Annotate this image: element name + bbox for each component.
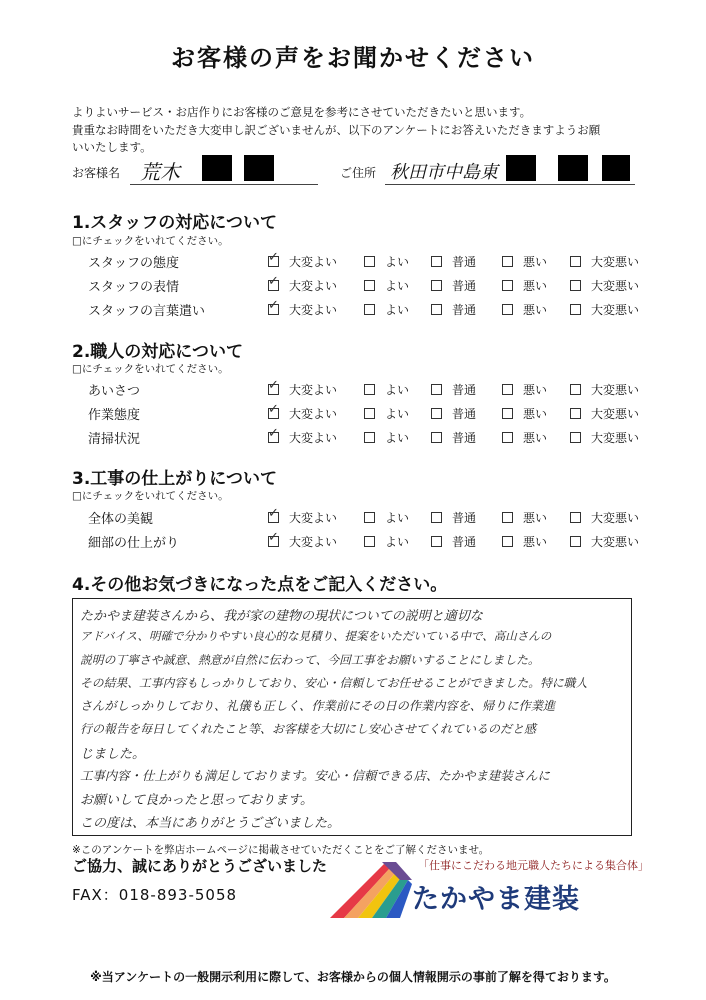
redaction-block [506,155,536,181]
name-underline [130,184,318,185]
thanks-message: ご協力、誠にありがとうございました [72,857,328,875]
checkbox[interactable] [502,384,513,395]
check-note: □にチェックをいれてください。 [72,363,229,375]
option-bad[interactable]: 悪い [502,253,547,270]
option-very-bad[interactable]: 大変悪い [570,253,639,270]
option-normal[interactable]: 普通 [431,301,476,318]
option-good[interactable]: よい [364,277,409,294]
checkbox[interactable] [502,536,513,547]
option-good[interactable]: よい [364,509,409,526]
checkbox[interactable] [570,536,581,547]
checkbox[interactable] [502,304,513,315]
checkbox[interactable] [502,256,513,267]
option-normal[interactable]: 普通 [431,509,476,526]
comment-line: この度は、本当にありがとうございました。 [80,816,341,831]
rating-row-label: 細部の仕上がり [88,536,180,551]
option-very-good[interactable]: ✓ 大変よい [268,533,337,550]
checkbox[interactable] [364,536,375,547]
option-normal[interactable]: 普通 [431,253,476,270]
checkbox[interactable] [431,408,442,419]
option-very-good[interactable]: ✓ 大変よい [268,509,337,526]
option-bad[interactable]: 悪い [502,429,547,446]
check-note: □にチェックをいれてください。 [72,490,229,502]
option-very-good[interactable]: ✓ 大変よい [268,277,337,294]
intro-line-3: いいたします。 [72,140,152,154]
checkbox[interactable] [502,280,513,291]
rating-row-label: スタッフの表情 [88,280,180,295]
option-good[interactable]: よい [364,533,409,550]
checkbox[interactable] [364,280,375,291]
option-very-bad[interactable]: 大変悪い [570,429,639,446]
option-very-good[interactable]: ✓ 大変よい [268,301,337,318]
checkbox[interactable] [570,384,581,395]
option-good[interactable]: よい [364,253,409,270]
checkbox[interactable] [570,408,581,419]
option-very-bad[interactable]: 大変悪い [570,509,639,526]
option-very-bad[interactable]: 大変悪い [570,381,639,398]
checkbox[interactable] [570,280,581,291]
option-bad[interactable]: 悪い [502,381,547,398]
rating-row-label: あいさつ [88,384,141,399]
publish-notice: ※このアンケートを弊店ホームページに掲載させていただくことをご了解くださいませ。 [72,844,490,856]
rating-row-label: 全体の美観 [88,512,154,527]
comment-line: その結果、工事内容もしっかりしており、安心・信頼してお任せることができました。特に職人 [80,676,588,690]
checkbox-checked[interactable] [268,304,279,315]
comment-line: お願いして良かったと思っております。 [80,793,313,808]
checkbox[interactable] [364,384,375,395]
checkbox-checked[interactable] [268,384,279,395]
intro-line-1: よりよいサービス・お店作りにお客様のご意見を参考にさせていただきたいと思います。 [72,105,532,119]
option-very-good[interactable]: ✓ 大変よい [268,429,337,446]
checkbox[interactable] [364,432,375,443]
fax-number: FAX：018-893-5058 [72,886,238,904]
brand-logo-icon [330,862,412,918]
checkbox[interactable] [570,256,581,267]
option-normal[interactable]: 普通 [431,429,476,446]
rating-row-label: 清掃状況 [88,432,141,447]
checkbox[interactable] [431,536,442,547]
checkbox[interactable] [431,304,442,315]
brand-tagline: 「仕事にこだわる地元職人たちによる集合体」 [418,859,649,872]
comment-line: 説明の丁寧さや誠意、熱意が自然に伝わって、今回工事をお願いすることにしました。 [80,653,540,667]
option-good[interactable]: よい [364,405,409,422]
checkbox[interactable] [431,384,442,395]
option-bad[interactable]: 悪い [502,405,547,422]
check-note: □にチェックをいれてください。 [72,235,229,247]
brand-name: たかやま建装 [412,884,580,915]
option-good[interactable]: よい [364,429,409,446]
comment-line: アドバイス、明確で分かりやすい良心的な見積り、提案をいただいている中で、高山さんの [80,629,552,643]
page-title: お客様の声をお聞かせください [171,44,535,72]
option-bad[interactable]: 悪い [502,533,547,550]
option-very-good[interactable]: ✓ 大変よい [268,405,337,422]
checkbox[interactable] [364,256,375,267]
checkbox[interactable] [502,512,513,523]
comment-line: 工事内容・仕上がりも満足しております。安心・信頼できる店、たかやま建装さんに [80,768,550,783]
option-very-good[interactable]: ✓ 大変よい [268,253,337,270]
option-very-bad[interactable]: 大変悪い [570,405,639,422]
checkbox[interactable] [364,304,375,315]
rating-row-label: スタッフの態度 [88,256,180,271]
checkbox[interactable] [502,408,513,419]
option-bad[interactable]: 悪い [502,301,547,318]
checkbox[interactable] [364,408,375,419]
checkbox[interactable] [431,280,442,291]
rating-row-label: スタッフの言葉遣い [88,304,206,319]
option-very-bad[interactable]: 大変悪い [570,301,639,318]
redaction-block [558,155,588,181]
checkbox[interactable] [570,512,581,523]
name-label: お客様名 [72,166,121,180]
option-normal[interactable]: 普通 [431,533,476,550]
address-label: ご住所 [340,166,377,180]
intro-line-2: 貴重なお時間をいただき大変申し訳ございませんが、以下のアンケートにお答えいただきますようお願 [72,123,601,137]
address-value[interactable]: 秋田市中島東 [390,162,498,183]
rating-row [88,300,648,320]
rating-row [88,380,648,400]
checkbox[interactable] [570,432,581,443]
redaction-block [602,155,630,181]
checkbox-checked[interactable] [268,408,279,419]
address-underline [385,184,635,185]
option-bad[interactable]: 悪い [502,277,547,294]
comment-line: じました。 [80,747,146,762]
footer-disclaimer: ※当アンケートの一般開示利用に際して、お客様からの個人情報開示の事前了解を得ております。 [90,970,616,984]
option-normal[interactable]: 普通 [431,405,476,422]
checkbox-checked[interactable] [268,536,279,547]
rating-row [88,532,648,552]
comment-line: たかやま建装さんから、我が家の建物の現状についての説明と適切な [80,609,483,624]
section-4-title: 4.その他お気づきになった点をご記入ください。 [72,575,448,595]
comment-line: さんがしっかりしており、礼儀も正しく、作業前にその日の作業内容を、帰りに作業進 [80,699,556,713]
checkbox-checked[interactable] [268,256,279,267]
redaction-block [244,155,274,181]
redaction-block [202,155,232,181]
checkbox[interactable] [431,256,442,267]
rating-row [88,276,648,296]
option-good[interactable]: よい [364,301,409,318]
checkbox-checked[interactable] [268,280,279,291]
comment-line: 行の報告を毎日してくれたこと等、お客様を大切にし安心させてくれているのだと感 [80,722,537,736]
rating-row [88,508,648,528]
rating-row [88,404,648,424]
option-normal[interactable]: 普通 [431,277,476,294]
option-very-bad[interactable]: 大変悪い [570,277,639,294]
checkbox-checked[interactable] [268,512,279,523]
rating-row [88,252,648,272]
option-good[interactable]: よい [364,381,409,398]
checkbox[interactable] [431,432,442,443]
option-very-good[interactable]: ✓ 大変よい [268,381,337,398]
checkbox-checked[interactable] [268,432,279,443]
checkbox[interactable] [502,432,513,443]
option-bad[interactable]: 悪い [502,509,547,526]
section-2-title: 2.職人の対応について [72,342,243,362]
checkbox[interactable] [570,304,581,315]
checkbox[interactable] [364,512,375,523]
section-1-title: 1.スタッフの対応について [72,213,277,233]
rating-row-label: 作業態度 [88,408,141,423]
rating-row [88,428,648,448]
name-value[interactable]: 荒木 [140,160,180,184]
option-normal[interactable]: 普通 [431,381,476,398]
option-very-bad[interactable]: 大変悪い [570,533,639,550]
section-3-title: 3.工事の仕上がりについて [72,469,277,489]
checkbox[interactable] [431,512,442,523]
